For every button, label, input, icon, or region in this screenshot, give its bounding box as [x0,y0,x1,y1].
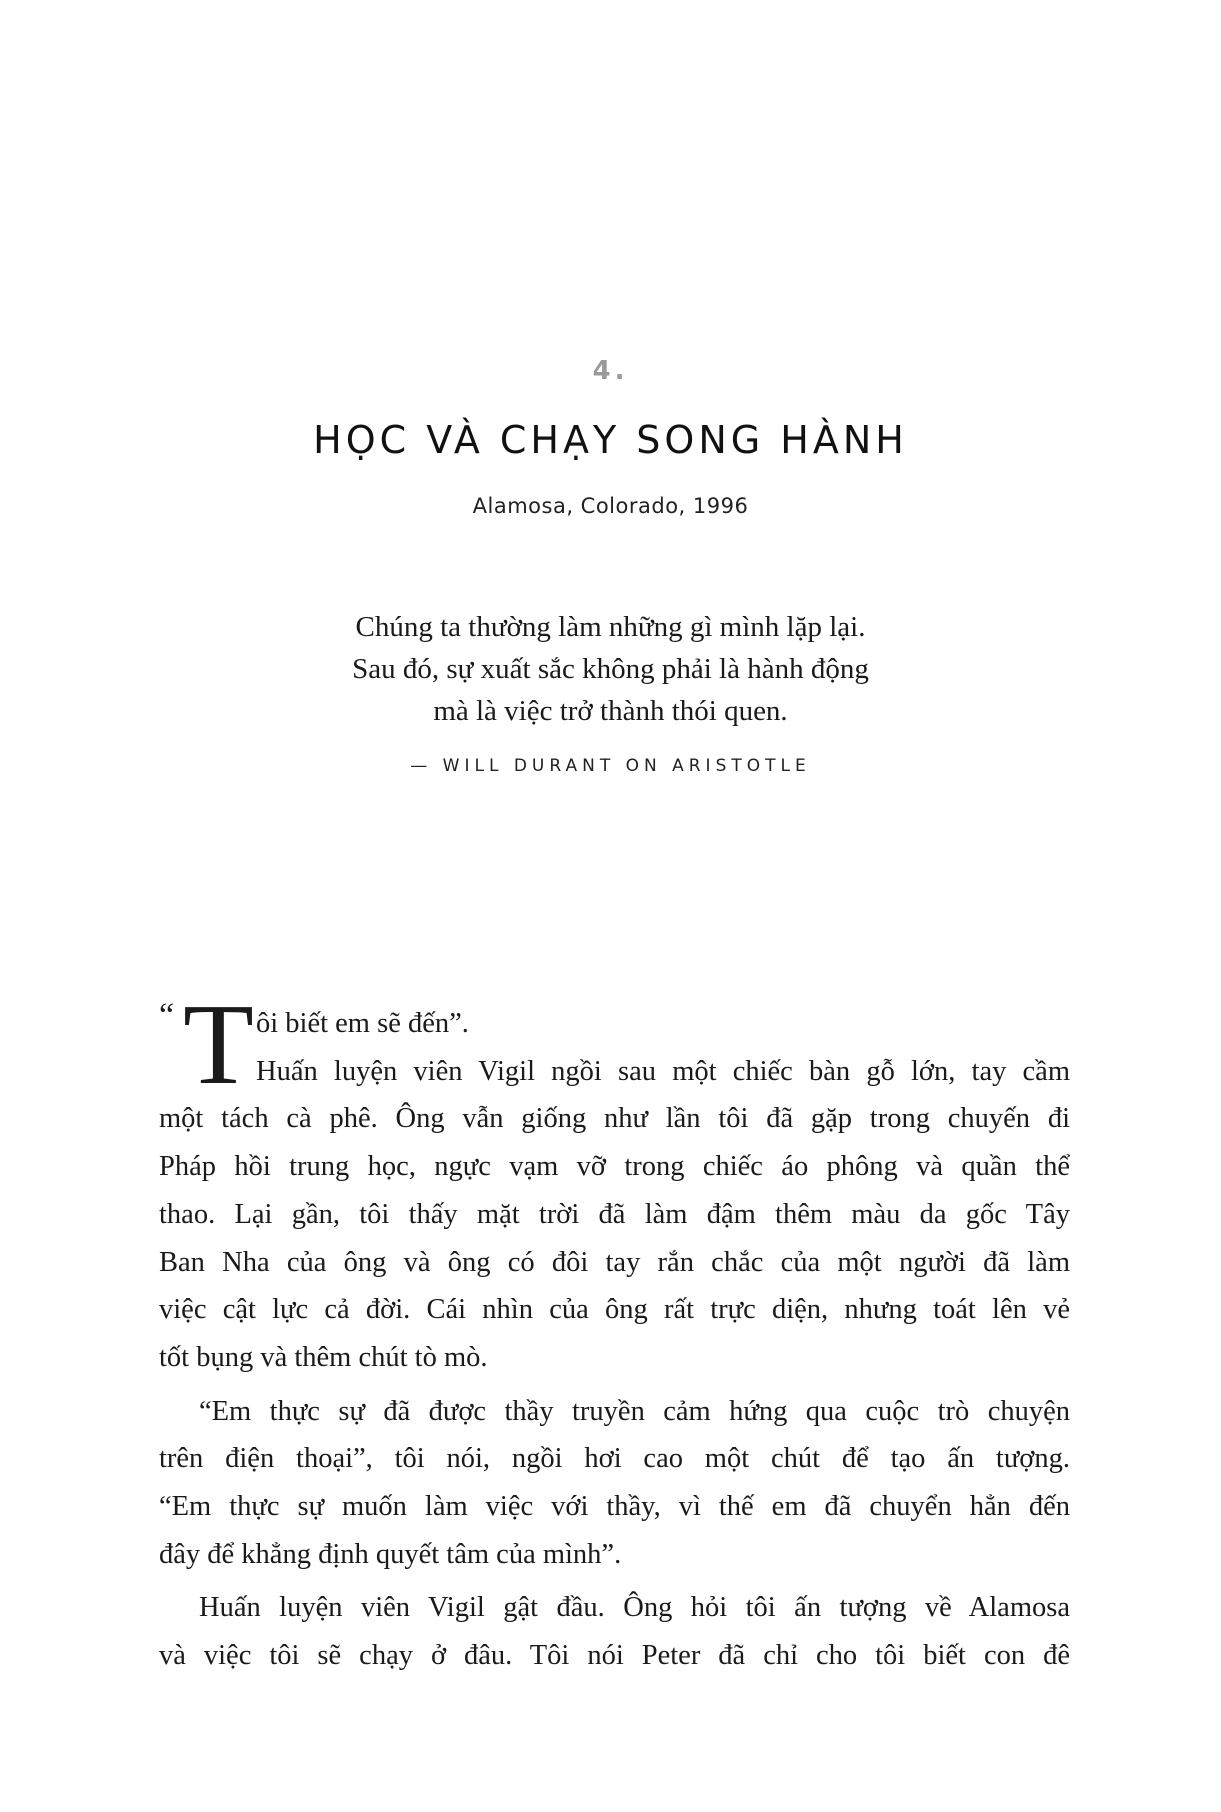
text-line: việc cật lực cả đời. Cái nhìn của ông rất trực diện, nhưng toát lên vẻ [159,1294,1070,1326]
paragraph [159,981,1070,1382]
epigraph-line: Chúng ta thường làm những gì mình lặp lại. [355,611,866,643]
text-line: và việc tôi sẽ chạy ở đâu. Tôi nói Peter đã chỉ cho tôi biết con đê [159,1640,1070,1672]
text-line: “Em thực sự muốn làm việc với thầy, vì thế em đã chuyển hẳn đến [159,1491,1070,1523]
text-line: trên điện thoại”, tôi nói, ngồi hơi cao một chút để tạo ấn tượng. [159,1443,1070,1475]
text-line: Pháp hồi trung học, ngực vạm vỡ trong chiếc áo phông và quần thể [159,1151,1070,1183]
epigraph-line: mà là việc trở thành thói quen. [433,695,788,727]
paragraph [159,1388,1070,1579]
epigraph-line: Sau đó, sự xuất sắc không phải là hành động [352,653,869,685]
chapter-title: HỌC VÀ CHẠY SONG HÀNH [313,418,908,462]
text-line: Huấn luyện viên Vigil gật đầu. Ông hỏi tôi ấn tượng về Alamosa [199,1592,1070,1624]
body-text [159,981,1070,1680]
text-line: tốt bụng và thêm chút tò mò. [159,1341,488,1373]
text-line: “Em thực sự đã được thầy truyền cảm hứng qua cuộc trò chuyện [199,1395,1070,1427]
text-line: Ban Nha của ông và ông có đôi tay rắn chắc của một người đã làm [159,1246,1070,1278]
text-line: thao. Lại gần, tôi thấy mặt trời đã làm đậm thêm màu da gốc Tây [159,1198,1070,1230]
opening-quote: “ [159,997,175,1034]
chapter-subtitle: Alamosa, Colorado, 1996 [472,494,749,518]
text-line: Huấn luyện viên Vigil ngồi sau một chiếc bàn gỗ lớn, tay cầm [256,1055,1070,1087]
text-line: đây để khẳng định quyết tâm của mình”. [159,1538,622,1570]
chapter-number: 4. [592,356,629,386]
epigraph [0,606,1221,732]
drop-cap: T [183,981,254,1109]
text-line: ôi biết em sẽ đến”. [256,1008,469,1039]
epigraph-attribution: — WILL DURANT ON ARISTOTLE [410,756,811,776]
paragraph [159,1584,1070,1679]
text-line: một tách cà phê. Ông vẫn giống như lần tôi đã gặp trong chuyến đi [159,1103,1070,1135]
